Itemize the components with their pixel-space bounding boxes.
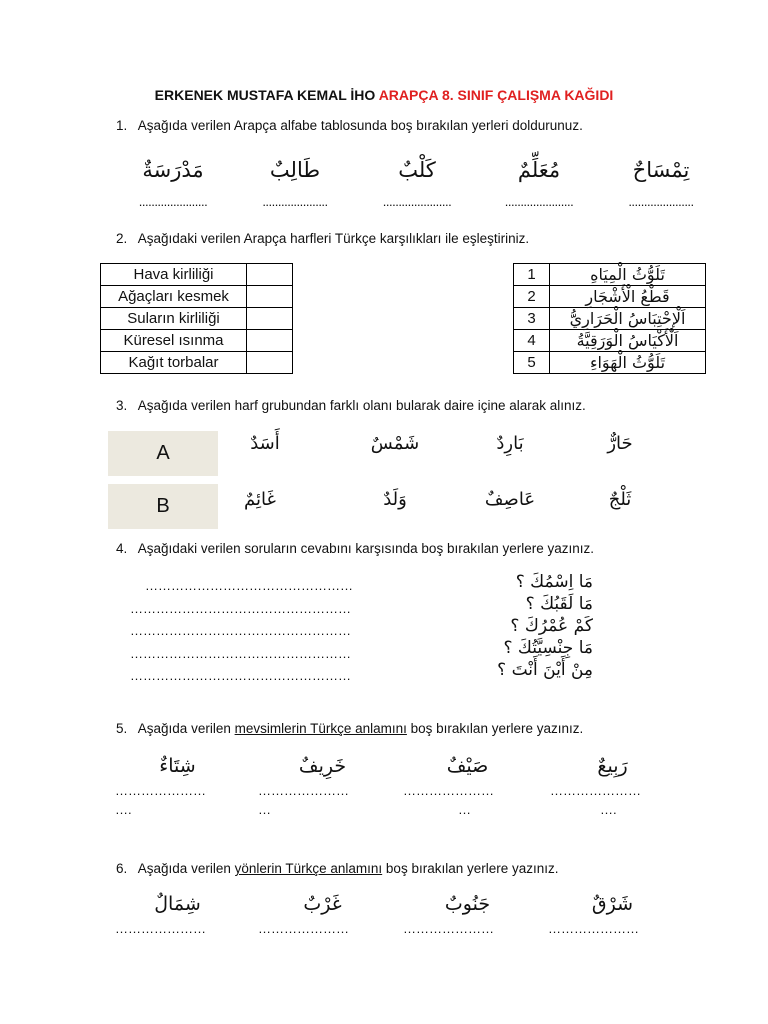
- answer-blank[interactable]: …………………: [258, 783, 349, 798]
- turkish-phrase: Küresel ısınma: [101, 330, 247, 352]
- arabic-word: كَلْبٌ: [398, 158, 436, 182]
- turkish-match-table: [100, 263, 293, 374]
- match-blank[interactable]: [247, 264, 293, 286]
- season-word: رَبِيعٌ: [597, 755, 628, 777]
- answer-blank[interactable]: ……………………………………………: [130, 623, 351, 638]
- question-5: [116, 721, 583, 736]
- season-word: شِتَاءٌ: [159, 755, 196, 777]
- answer-blank[interactable]: ......................: [138, 194, 208, 209]
- answer-blank-continued[interactable]: ….: [115, 802, 132, 817]
- arabic-phrase: قَطْعُ الْأَشْجَارِ: [550, 286, 706, 308]
- answer-blank[interactable]: .....................: [262, 194, 328, 209]
- question-4: [116, 541, 594, 556]
- turkish-phrase: Hava kirliliği: [101, 264, 247, 286]
- question-text-before: Aşağıda verilen: [137, 721, 235, 736]
- answer-blank[interactable]: …………………: [550, 783, 641, 798]
- question-text-after: boş bırakılan yerlere yazınız.: [382, 861, 559, 876]
- group-label-b: B: [108, 484, 218, 529]
- group-b-word[interactable]: عَاصِفٌ: [484, 489, 536, 510]
- question-6: [116, 861, 559, 876]
- answer-blank-continued[interactable]: ….: [600, 802, 617, 817]
- answer-blank[interactable]: …………………: [403, 921, 494, 936]
- q1-word-row: [112, 158, 722, 182]
- direction-word: غَرْبٌ: [303, 893, 342, 915]
- answer-blank[interactable]: ......................: [382, 194, 452, 209]
- title-school: ERKENEK MUSTAFA KEMAL İHO: [154, 87, 379, 103]
- arabic-phrase: اَلْإِحْتِبَاسُ الْحَرَارِيُّ: [550, 308, 706, 330]
- answer-blank[interactable]: ……………………………………………: [130, 646, 351, 661]
- group-a-word[interactable]: بَارِدٌ: [496, 433, 524, 454]
- group-label-a: A: [108, 431, 218, 476]
- question-text: Aşağıdaki verilen Arapça harfleri Türkçe karşılıkları ile eşleştiriniz.: [137, 231, 530, 246]
- question-number: 6.: [116, 861, 128, 876]
- arabic-question: مَا لَقَبُكَ ؟: [525, 594, 593, 614]
- arabic-phrase: اَلْأَكْيَاسُ الْوَرَقِيَّةُ: [550, 330, 706, 352]
- q1-blank-row: [112, 194, 722, 209]
- season-word: صَيْفٌ: [446, 755, 489, 777]
- item-number: 2: [514, 286, 550, 308]
- answer-blank-continued[interactable]: …: [258, 802, 271, 817]
- arabic-question: مَا اِسْمُكَ ؟: [515, 572, 593, 592]
- question-text: Aşağıdaki verilen soruların cevabını karşısında boş bırakılan yerlere yazınız.: [137, 541, 595, 556]
- question-number: 2.: [116, 231, 128, 246]
- item-number: 1: [514, 264, 550, 286]
- match-blank[interactable]: [247, 308, 293, 330]
- group-b-word[interactable]: ثَلْجٌ: [608, 489, 632, 510]
- question-text: Aşağıda verilen harf grubundan farklı olanı bularak daire içine alarak alınız.: [137, 398, 586, 413]
- question-1: [116, 118, 583, 133]
- question-number: 3.: [116, 398, 128, 413]
- group-a-word[interactable]: حَارٌّ: [607, 433, 633, 454]
- arabic-phrase: تَلَوُّثُ الْمِيَاهِ: [550, 264, 706, 286]
- question-text-before: Aşağıda verilen: [137, 861, 235, 876]
- answer-blank[interactable]: …………………: [258, 921, 349, 936]
- answer-blank[interactable]: ......................: [504, 194, 574, 209]
- answer-blank[interactable]: …………………: [115, 783, 206, 798]
- worksheet-title: [0, 87, 768, 103]
- arabic-phrase: تَلَوُّثُ الْهَوَاءِ: [550, 352, 706, 374]
- match-blank[interactable]: [247, 330, 293, 352]
- match-blank[interactable]: [247, 352, 293, 374]
- group-b-word[interactable]: وَلَدٌ: [383, 489, 407, 510]
- question-number: 1.: [116, 118, 128, 133]
- title-subject: ARAPÇA 8. SINIF ÇALIŞMA KAĞIDI: [378, 87, 614, 103]
- question-text-underlined: mevsimlerin Türkçe anlamını: [234, 721, 407, 736]
- direction-word: شِمَالٌ: [154, 893, 201, 915]
- item-number: 4: [514, 330, 550, 352]
- item-number: 3: [514, 308, 550, 330]
- arabic-word: طَالِبٌ: [269, 158, 321, 182]
- question-number: 5.: [116, 721, 128, 736]
- question-text-after: boş bırakılan yerlere yazınız.: [406, 721, 584, 736]
- answer-blank[interactable]: ……………………………………………: [130, 601, 351, 616]
- answer-blank[interactable]: ……………………………………………: [130, 668, 351, 683]
- direction-word: شَرْقٌ: [591, 893, 634, 915]
- answer-blank-continued[interactable]: …: [458, 802, 471, 817]
- arabic-question: كَمْ عُمْرُكَ ؟: [510, 616, 593, 636]
- season-word: خَرِيفٌ: [298, 755, 347, 777]
- answer-blank[interactable]: …………………: [115, 921, 206, 936]
- arabic-word: تِمْسَاحٌ: [632, 158, 690, 182]
- arabic-question: مَا جِنْسِيَّتُكَ ؟: [503, 638, 593, 658]
- question-number: 4.: [116, 541, 128, 556]
- group-a-word[interactable]: شَمْسٌ: [370, 433, 420, 454]
- arabic-word: مَدْرَسَةٌ: [142, 158, 204, 182]
- question-text: Aşağıda verilen Arapça alfabe tablosunda boş bırakılan yerleri doldurunuz.: [137, 118, 583, 133]
- arabic-match-table: [513, 263, 706, 374]
- match-blank[interactable]: [247, 286, 293, 308]
- arabic-question: مِنْ أَيْنَ أَنْتَ ؟: [497, 660, 593, 680]
- answer-blank[interactable]: …………………: [548, 921, 639, 936]
- group-b-word[interactable]: غَائِمٌ: [244, 489, 276, 510]
- arabic-word: مُعَلِّمٌ: [517, 158, 561, 182]
- item-number: 5: [514, 352, 550, 374]
- question-2: [116, 231, 529, 246]
- answer-blank[interactable]: .....................: [628, 194, 694, 209]
- group-a-word[interactable]: أَسَدٌ: [250, 433, 280, 454]
- question-text-underlined: yönlerin Türkçe anlamını: [234, 861, 383, 876]
- turkish-phrase: Ağaçları kesmek: [101, 286, 247, 308]
- answer-blank[interactable]: …………………: [403, 783, 494, 798]
- question-3: [116, 398, 586, 413]
- turkish-phrase: Kağıt torbalar: [101, 352, 247, 374]
- answer-blank[interactable]: …………………………………………: [145, 578, 353, 593]
- turkish-phrase: Suların kirliliği: [101, 308, 247, 330]
- direction-word: جَنُوبٌ: [444, 893, 491, 915]
